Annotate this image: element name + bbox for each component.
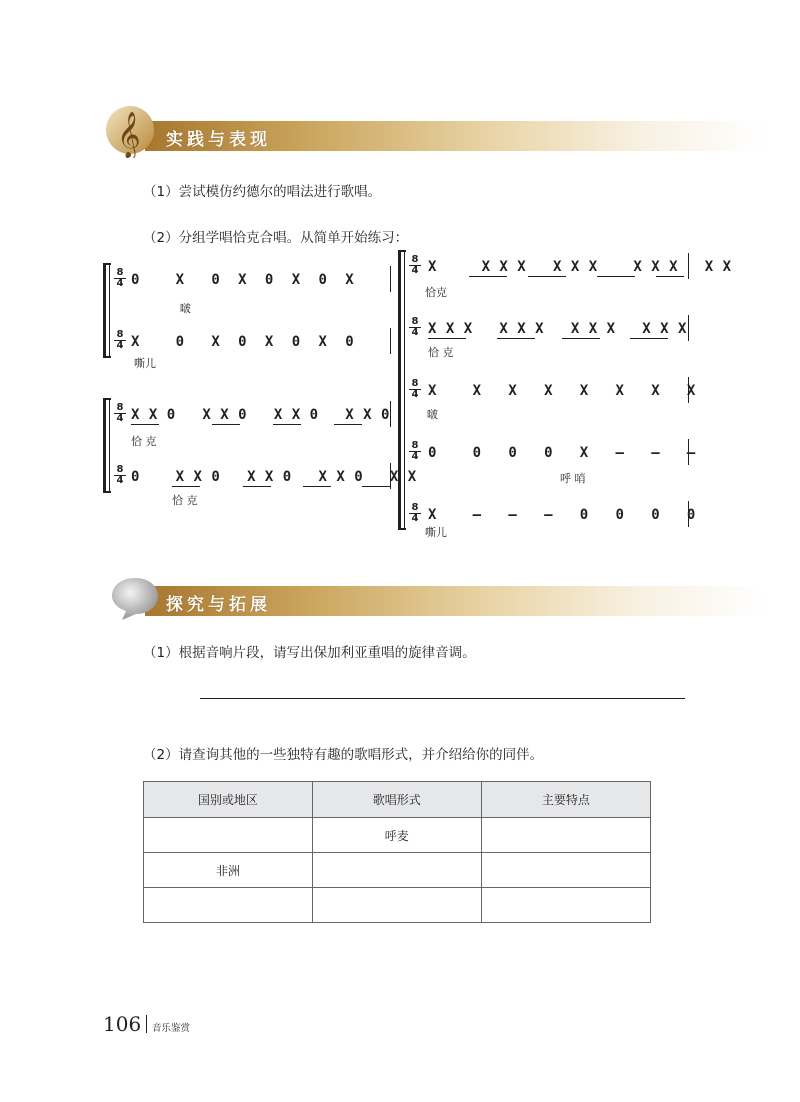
rhythm-row: X X X X X X X X X X X X xyxy=(428,259,732,275)
lyric: 呼 哨 xyxy=(560,472,586,485)
table-cell[interactable] xyxy=(481,818,650,853)
table-cell[interactable]: 呼麦 xyxy=(312,818,481,853)
practice-item-2: （2）分组学唱恰克合唱。从简单开始练习： xyxy=(143,230,409,246)
rhythm-row: 0 X X 0 X X 0 X X 0 X X xyxy=(131,469,417,485)
time-signature: 8 4 xyxy=(409,441,421,462)
lyric: 嘶儿 xyxy=(425,526,447,539)
time-signature: 8 4 xyxy=(409,255,421,276)
rhythm-row: 0 0 0 0 X – – – xyxy=(428,445,696,461)
lyric: 恰 克 xyxy=(428,346,454,359)
rhythm-row: X X X X X X X X X X X X xyxy=(428,321,687,337)
time-signature: 8 4 xyxy=(114,330,126,351)
book-title: 音乐鉴赏 xyxy=(152,1023,191,1034)
section-title-explore: 探究与拓展 xyxy=(166,595,271,615)
rhythm-row: 0 X 0 X 0 X 0 X xyxy=(131,272,355,288)
time-signature: 8 4 xyxy=(114,403,126,424)
table-row xyxy=(144,888,651,923)
section-title-practice: 实践与表现 xyxy=(166,130,271,150)
lyric: 恰克 xyxy=(425,286,447,299)
lyric: 啵 xyxy=(427,408,438,421)
time-signature: 8 4 xyxy=(409,379,421,400)
table-header: 歌唱形式 xyxy=(312,782,481,818)
lyric: 嘶儿 xyxy=(134,357,156,370)
singing-forms-table xyxy=(143,781,651,923)
time-signature: 8 4 xyxy=(114,268,126,289)
lyric: 啵 xyxy=(180,302,191,315)
rhythm-row: X 0 X 0 X 0 X 0 xyxy=(131,334,355,350)
lyric: 恰 克 xyxy=(131,435,157,448)
time-signature: 8 4 xyxy=(409,503,421,524)
table-cell[interactable] xyxy=(144,818,313,853)
table-header: 主要特点 xyxy=(481,782,650,818)
practice-item-1: （1）尝试模仿约德尔的唱法进行歌唱。 xyxy=(143,184,382,200)
table-cell[interactable] xyxy=(481,853,650,888)
table-row xyxy=(144,853,651,888)
page-number: 106 xyxy=(103,1012,142,1036)
table-cell[interactable] xyxy=(312,888,481,923)
rhythm-row: X X X X X X X X xyxy=(428,383,696,399)
table-cell[interactable] xyxy=(312,853,481,888)
table-header: 国别或地区 xyxy=(144,782,313,818)
table-row xyxy=(144,818,651,853)
rhythm-row: X X 0 X X 0 X X 0 X X 0 xyxy=(131,407,390,423)
answer-line xyxy=(200,698,685,699)
table-cell[interactable] xyxy=(481,888,650,923)
treble-clef-icon xyxy=(104,102,156,158)
rhythm-row: X – – – 0 0 0 0 xyxy=(428,507,696,523)
table-cell[interactable]: 非洲 xyxy=(144,853,313,888)
explore-item-2: （2）请查询其他的一些独特有趣的歌唱形式，并介绍给你的同伴。 xyxy=(143,747,544,763)
svg-text:𝄞: 𝄞 xyxy=(117,112,141,158)
table-cell[interactable] xyxy=(144,888,313,923)
time-signature: 8 4 xyxy=(409,317,421,338)
footer-divider xyxy=(146,1015,147,1033)
speech-bubble-icon xyxy=(108,574,162,622)
explore-item-1: （1）根据音响片段，请写出保加利亚重唱的旋律音调。 xyxy=(143,645,476,661)
time-signature: 8 4 xyxy=(114,465,126,486)
table-header-row xyxy=(144,782,651,818)
lyric: 恰 克 xyxy=(172,494,198,507)
